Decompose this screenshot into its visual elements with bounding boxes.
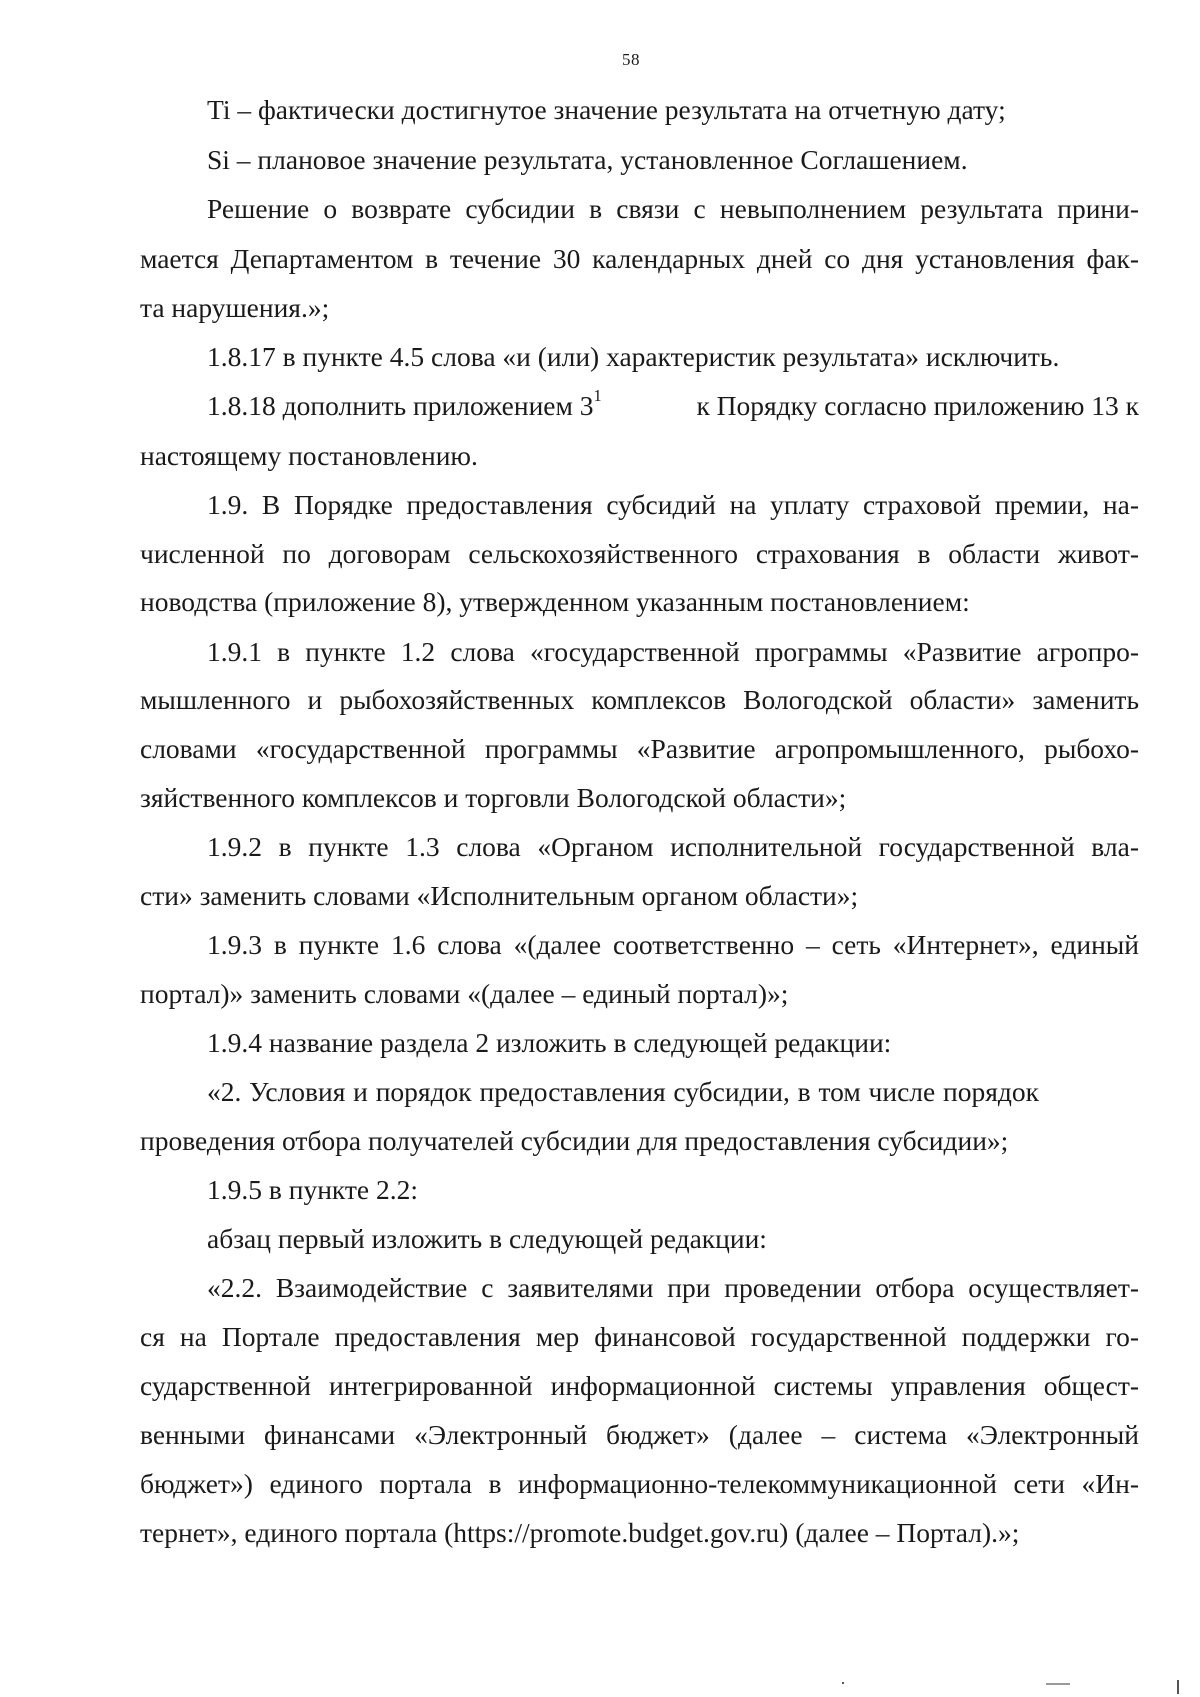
text-line: 1.9. В Порядке предоставления субсидий на уплату страховой премии, на- [207,489,1139,520]
text-line: бюджет») единого портала в информационно-телекоммуникационной сети «Ин- [140,1468,1139,1499]
scan-artifact [1177,1680,1179,1694]
scan-artifact [842,1682,844,1684]
text-line: настоящему постановлению. [140,440,478,471]
superscript: 1 [593,385,602,405]
text-line: проведения отбора получателей субсидии для предоставления субсидии»; [140,1125,1009,1156]
text-line: «2.2. Взаимодействие с заявителями при проведении отбора осуществляет- [207,1272,1139,1303]
text-line: 1.9.3 в пункте 1.6 слова «(далее соответственно – сеть «Интернет», единый [207,929,1139,960]
text-line: 1.8.17 в пункте 4.5 слова «и (или) характеристик результата» исключить. [207,341,1060,372]
page-number: 58 [622,50,640,69]
text-line: зяйственного комплексов и торговли Вологодской области»; [140,782,847,813]
text-line: Ti – фактически достигнутое значение результата на отчетную дату; [207,94,1006,125]
text-line: численной по договорам сельскохозяйственного страхования в области живот- [140,538,1139,569]
text-line: абзац первый изложить в следующей редакции: [207,1223,767,1254]
text-line: мышленного и рыбохозяйственных комплексов Вологодской области» заменить [140,684,1139,715]
text-line-with-superscript [207,385,1139,423]
text-line: 1.9.2 в пункте 1.3 слова «Органом исполнительной государственной вла- [207,831,1139,862]
text-line: словами «государственной программы «Развитие агропромышленного, рыбохо- [140,733,1139,764]
text-segment [207,385,602,423]
text-line: портал)» заменить словами «(далее – единый портал)»; [140,978,789,1009]
text-line: венными финансами «Электронный бюджет» (далее – система «Электронный [140,1419,1139,1450]
text-line: 1.9.4 название раздела 2 изложить в следующей редакции: [207,1027,892,1058]
text-line: сти» заменить словами «Исполнительным органом области»; [140,880,859,911]
text-segment-main: 1.8.18 дополнить приложением 3 [207,390,594,421]
scan-artifact [1046,1683,1070,1685]
text-line: мается Департаментом в течение 30 календарных дней со дня установления фак- [140,243,1139,274]
text-segment: к Порядку согласно приложению 13 к [696,390,1139,421]
text-line: та нарушения.»; [140,292,330,323]
text-line: ся на Портале предоставления мер финансовой государственной поддержки го- [140,1321,1139,1352]
text-line: 1.9.5 в пункте 2.2: [207,1174,419,1205]
text-line: Si – плановое значение результата, установленное Соглашением. [207,144,968,175]
text-line: сударственной интегрированной информационной системы управления общест- [140,1370,1139,1401]
text-line: Решение о возврате субсидии в связи с невыполнением результата прини- [207,193,1139,224]
text-line: «2. Условия и порядок предоставления субсидии, в том числе порядок [207,1076,1039,1107]
text-line: 1.9.1 в пункте 1.2 слова «государственной программы «Развитие агропро- [207,636,1139,667]
text-line: новодства (приложение 8), утвержденном указанным постановлением: [140,586,970,617]
text-line: тернет», единого портала (https://promote.budget.gov.ru) (далее – Портал).»; [140,1517,1020,1548]
